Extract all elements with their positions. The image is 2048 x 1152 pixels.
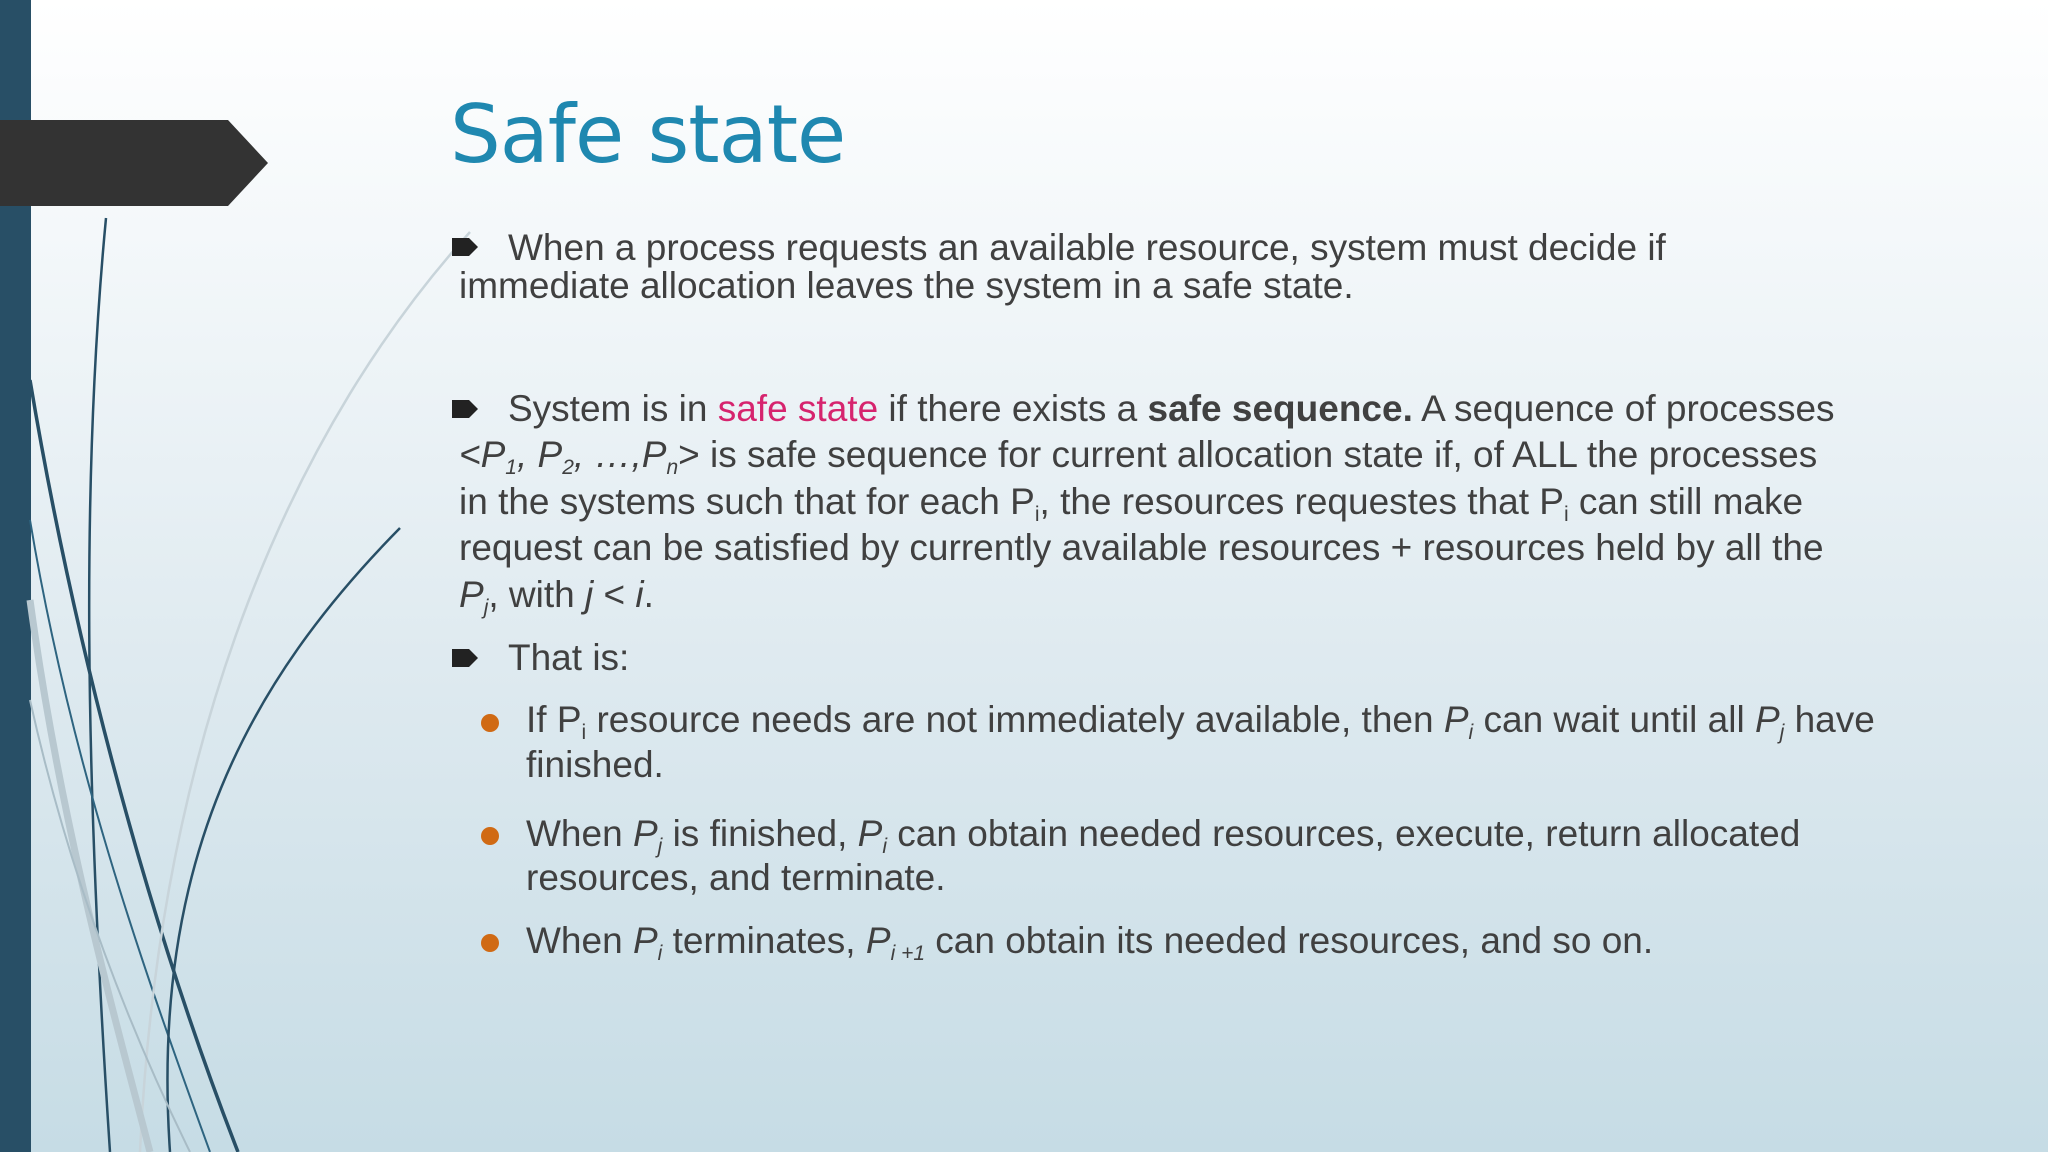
bullet-3-text: That is: (508, 637, 630, 678)
safe-sequence-bold: safe sequence. (1147, 388, 1413, 429)
bullet-2-line-2: $<P_1$, $P_2$, $\dots,P_n>$ is safe sequence for current allocation state if, of ALL the processes (459, 434, 1818, 479)
bullet-2-line-3: in the systems such that for each $P_i$, the resources requestes that $P_i$ can still make (459, 481, 1804, 526)
round-dot-bullet-icon (481, 714, 499, 732)
bullet-2-line-5: $P_j$, with j < i. (459, 574, 654, 619)
sub-bullet-2-line-1: When $P_j$ is finished, $P_i$ can obtain needed resources, execute, return allocated (526, 813, 1801, 858)
sub-bullet-3-line-1: When $P_i$ terminates, $P_{i +1}$ can obtain its needed resources, and so on. (526, 920, 1654, 965)
slide-title: Safe state (450, 88, 846, 181)
arrow-bullet-icon (452, 238, 478, 256)
bullet-1-line-1: When a process requests an available resource, system must decide if (508, 227, 1666, 268)
arrow-bullet-icon (452, 649, 478, 667)
arrow-bullet-icon (452, 400, 478, 418)
sub-bullet-1-line-1: If $P_i$ resource needs are not immediately available, then $P_i$ can wait until all $P_j$ have (526, 699, 1875, 744)
round-dot-bullet-icon (481, 827, 499, 845)
title-arrow-shape (0, 120, 270, 206)
bullet-2-line-1: System is in safe state if there exists a safe sequence. A sequence of processes (508, 388, 1835, 429)
sub-bullet-2-line-2: resources, and terminate. (526, 857, 946, 898)
bullet-2-line-4: request can be satisfied by currently available resources + resources held by all the (459, 527, 1824, 568)
sub-bullet-1-line-2: finished. (526, 744, 664, 785)
safe-state-highlight: safe state (717, 388, 879, 429)
bullet-1-line-2: immediate allocation leaves the system in a safe state. (459, 265, 1354, 306)
round-dot-bullet-icon (481, 934, 499, 952)
